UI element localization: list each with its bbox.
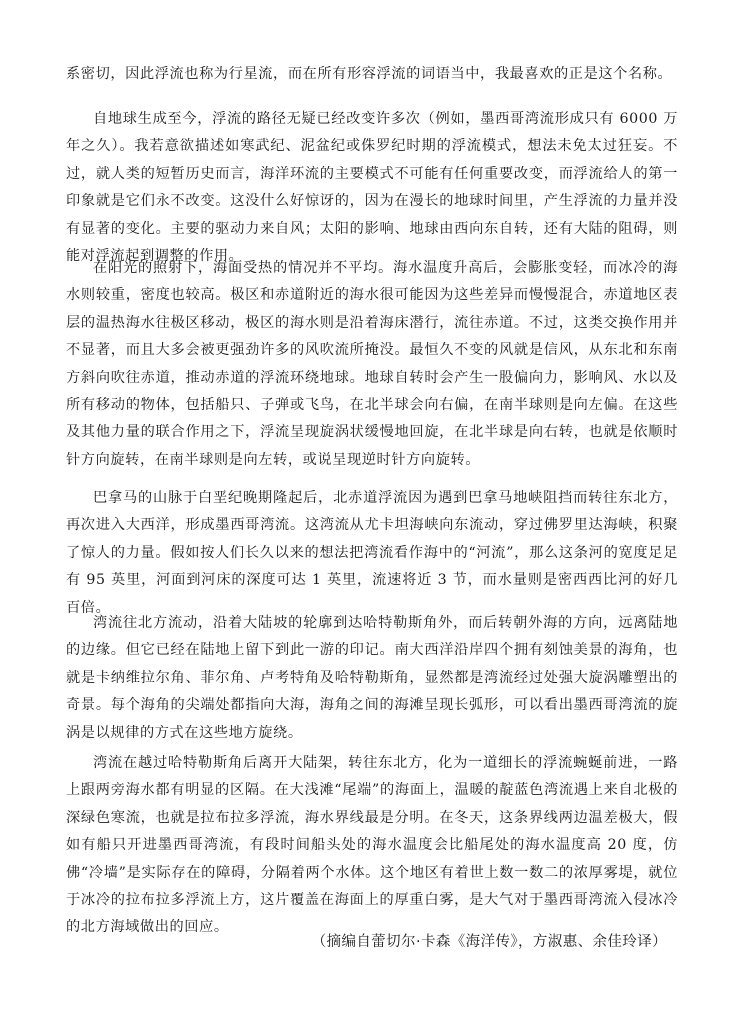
paragraph-continued: 系密切，因此浮流也称为行星流，而在所有形容浮流的词语当中，我最喜欢的正是这个名称。: [66, 66, 673, 82]
paragraph-ocean-current-history: 自地球生成至今，浮流的路径无疑已经改变许多次（例如，墨西哥湾流形成只有 6000 万年之久）。我若意欲描述如寒武纪、泥盆纪或侏罗纪时期的浮流模式，想法未免太过狂妄。不过，就人类的短暂历史而言，海洋环流的主要模式不可能有任何重要改变，而浮流给人的第一印象就是它们永不改变。这没什么好惊讶的，因为在漫长的地球时间里，产生浮流的力量并没有显著的变化。主要的驱动力来自风；太阳的影响、地球由西向东自转，还有大陆的阻碍，则能对浮流起到调整的作用。: [66, 111, 678, 265]
paragraph-labrador-current: 湾流在越过哈特勒斯角后离开大陆架，转往东北方，化为一道细长的浮流蜿蜒前进，一路上跟两旁海水都有明显的区隔。在大浅滩“尾端”的海面上，温暖的靛蓝色湾流遇上来自北极的深绿色寒流，也就是拉布拉多浮流，海水界线最是分明。在冬天，这条界线两边温差极大，假如有船只开进墨西哥湾流，有段时间船头处的海水温度会比船尾处的海水温度高 20 度，仿佛“冷墙”是实际存在的障碍，分隔着两个水体。这个地区有着世上数一数二的浓厚雾堤，就位于冰冷的拉布拉多浮流上方，这片覆盖在海面上的厚重白雾，是大气对于墨西哥湾流入侵冰冷的北方海域做出的回应。: [66, 755, 678, 936]
paragraph-gulf-stream-formation: 巴拿马的山脉于白垩纪晚期隆起后，北赤道浮流因为遇到巴拿马地峡阻挡而转往东北方，再次进入大西洋，形成墨西哥湾流。这湾流从尤卡坦海峡向东流动，穿过佛罗里达海峡，积聚了惊人的力量。假如按人们长久以来的想法把湾流看作海中的“河流”，那么这条河的宽度足足有 95 英里，河面到河床的深度可达 1 英里，流速将近 3 节，而水量则是密西西比河的好几百倍。: [66, 490, 678, 616]
paragraph-capes: 湾流往北方流动，沿着大陆坡的轮廓到达哈特勒斯角外，而后转朝外海的方向，远离陆地的边缘。但它已经在陆地上留下到此一游的印记。南大西洋沿岸四个拥有刻蚀美景的海角，也就是卡纳维拉尔角、菲尔角、卢考特角及哈特勒斯角，显然都是湾流经过处强大旋涡雕塑出的奇景。每个海角的尖端处都指向大海，海角之间的海滩呈现长弧形，可以看出墨西哥湾流的旋涡是以规律的方式在这些地方旋绕。: [66, 615, 678, 741]
source-citation: （摘编自蕾切尔·卡森《海洋传》，方淑惠、余佳玲译）: [311, 934, 667, 950]
paragraph-sunlight-heating: 在阳光的照射下，海面受热的情况并不平均。海水温度升高后，会膨胀变轻，而冰冷的海水则较重，密度也较高。极区和赤道附近的海水很可能因为这些差异而慢慢混合，赤道地区表层的温热海水往极区移动，极区的海水则是沿着海床潜行，流往赤道。不过，这类交换作用并不显著，而且大多会被更强劲许多的风吹流所掩没。最恒久不变的风就是信风，从东北和东南方斜向吹往赤道，推动赤道的浮流环绕地球。地球自转时会产生一股偏向力，影响风、水以及所有移动的物体，包括船只、子弹或飞鸟，在北半球会向右偏，在南半球则是向左偏。在这些及其他力量的联合作用之下，浮流呈现旋涡状缓慢地回旋，在北半球是向右转，也就是依顺时针方向旋转，在南半球则是向左转，或说呈现逆时针方向旋转。: [66, 260, 678, 468]
